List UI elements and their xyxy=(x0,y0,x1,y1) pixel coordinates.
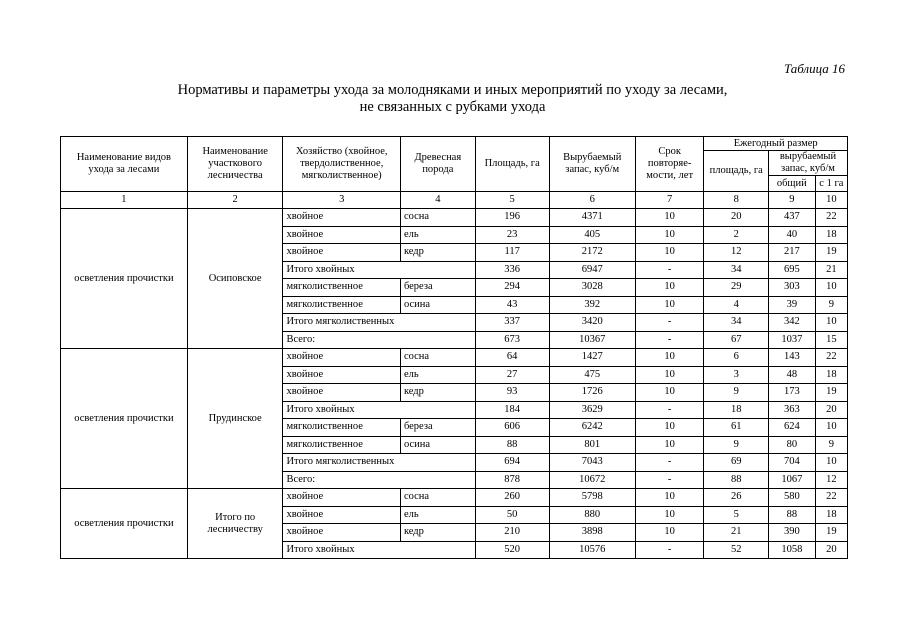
species-cell: сосна xyxy=(400,349,475,367)
farm-total-cell: Всего: xyxy=(283,471,475,489)
annual-per-ha-cell: 9 xyxy=(815,296,847,314)
period-cell: 10 xyxy=(635,209,704,227)
annual-area-cell: 20 xyxy=(704,209,768,227)
species-cell: кедр xyxy=(400,524,475,542)
stock-cell: 1726 xyxy=(549,384,635,402)
period-cell: 10 xyxy=(635,436,704,454)
annual-per-ha-cell: 10 xyxy=(815,454,847,472)
farm-cell: хвойное xyxy=(283,384,400,402)
farm-total-cell: Итого мягколиственных xyxy=(283,314,475,332)
stock-cell: 2172 xyxy=(549,244,635,262)
care-type-cell: осветления прочистки xyxy=(61,349,188,489)
period-cell: 10 xyxy=(635,384,704,402)
forestry-cell: Осиповское xyxy=(187,209,283,349)
area-cell: 23 xyxy=(475,226,549,244)
period-cell: - xyxy=(635,261,704,279)
annual-per-ha-cell: 21 xyxy=(815,261,847,279)
farm-cell: хвойное xyxy=(283,506,400,524)
annual-per-ha-cell: 19 xyxy=(815,244,847,262)
species-cell: ель xyxy=(400,226,475,244)
period-cell: 10 xyxy=(635,244,704,262)
care-type-cell: осветления прочистки xyxy=(61,489,188,559)
stock-cell: 3629 xyxy=(549,401,635,419)
table-number: Таблица 16 xyxy=(783,61,845,76)
column-number: 6 xyxy=(549,192,635,209)
care-type-cell: осветления прочистки xyxy=(61,209,188,349)
period-cell: 10 xyxy=(635,506,704,524)
annual-total-cell: 1037 xyxy=(768,331,815,349)
stock-cell: 3420 xyxy=(549,314,635,332)
annual-area-cell: 29 xyxy=(704,279,768,297)
annual-area-cell: 34 xyxy=(704,261,768,279)
species-cell: кедр xyxy=(400,244,475,262)
annual-area-cell: 52 xyxy=(704,541,768,559)
annual-total-cell: 173 xyxy=(768,384,815,402)
period-cell: 10 xyxy=(635,296,704,314)
column-numbers-row xyxy=(61,192,848,209)
header-care-type: Наименование видов ухода за лесами xyxy=(61,137,188,192)
area-cell: 184 xyxy=(475,401,549,419)
area-cell: 27 xyxy=(475,366,549,384)
area-cell: 694 xyxy=(475,454,549,472)
area-cell: 878 xyxy=(475,471,549,489)
table-row xyxy=(61,349,848,367)
column-number: 3 xyxy=(283,192,400,209)
annual-area-cell: 12 xyxy=(704,244,768,262)
farm-cell: хвойное xyxy=(283,489,400,507)
area-cell: 260 xyxy=(475,489,549,507)
species-cell: сосна xyxy=(400,209,475,227)
period-cell: - xyxy=(635,401,704,419)
header-annual-per-ha: с 1 га xyxy=(815,176,847,192)
period-cell: - xyxy=(635,314,704,332)
annual-total-cell: 624 xyxy=(768,419,815,437)
annual-area-cell: 4 xyxy=(704,296,768,314)
period-cell: 10 xyxy=(635,524,704,542)
period-cell: - xyxy=(635,331,704,349)
stock-cell: 3028 xyxy=(549,279,635,297)
annual-per-ha-cell: 10 xyxy=(815,314,847,332)
column-number: 5 xyxy=(475,192,549,209)
header-stock: Вырубаемый запас, куб/м xyxy=(549,137,635,192)
column-number: 7 xyxy=(635,192,704,209)
column-number: 2 xyxy=(187,192,283,209)
stock-cell: 1427 xyxy=(549,349,635,367)
annual-total-cell: 342 xyxy=(768,314,815,332)
period-cell: - xyxy=(635,471,704,489)
annual-per-ha-cell: 10 xyxy=(815,279,847,297)
stock-cell: 6242 xyxy=(549,419,635,437)
period-cell: 10 xyxy=(635,419,704,437)
title-line-2: не связанных с рубками ухода xyxy=(359,99,546,115)
period-cell: - xyxy=(635,454,704,472)
annual-total-cell: 48 xyxy=(768,366,815,384)
species-cell: осина xyxy=(400,296,475,314)
forest-care-table xyxy=(60,136,848,559)
stock-cell: 801 xyxy=(549,436,635,454)
header-farm: Хозяйство (хвойное, твердолиственное, мягколиственное) xyxy=(283,137,400,192)
area-cell: 117 xyxy=(475,244,549,262)
table-row xyxy=(61,489,848,507)
stock-cell: 10576 xyxy=(549,541,635,559)
annual-per-ha-cell: 20 xyxy=(815,401,847,419)
header-forestry: Наименование участкового лесничества xyxy=(187,137,283,192)
period-cell: 10 xyxy=(635,279,704,297)
farm-cell: хвойное xyxy=(283,366,400,384)
farm-cell: хвойное xyxy=(283,209,400,227)
farm-total-cell: Всего: xyxy=(283,331,475,349)
farm-total-cell: Итого мягколиственных xyxy=(283,454,475,472)
annual-per-ha-cell: 10 xyxy=(815,419,847,437)
species-cell: ель xyxy=(400,506,475,524)
stock-cell: 7043 xyxy=(549,454,635,472)
annual-total-cell: 704 xyxy=(768,454,815,472)
annual-area-cell: 5 xyxy=(704,506,768,524)
annual-total-cell: 80 xyxy=(768,436,815,454)
header-period: Срок повторяе-мости, лет xyxy=(635,137,704,192)
column-number: 1 xyxy=(61,192,188,209)
header-annual-area: площадь, га xyxy=(704,151,768,192)
period-cell: 10 xyxy=(635,349,704,367)
species-cell: береза xyxy=(400,279,475,297)
stock-cell: 405 xyxy=(549,226,635,244)
area-cell: 64 xyxy=(475,349,549,367)
annual-area-cell: 67 xyxy=(704,331,768,349)
annual-total-cell: 1058 xyxy=(768,541,815,559)
annual-area-cell: 26 xyxy=(704,489,768,507)
area-cell: 50 xyxy=(475,506,549,524)
period-cell: 10 xyxy=(635,226,704,244)
farm-total-cell: Итого хвойных xyxy=(283,261,475,279)
header-annual: Ежегодный размер xyxy=(704,137,848,151)
farm-cell: мягколиственное xyxy=(283,436,400,454)
annual-per-ha-cell: 20 xyxy=(815,541,847,559)
species-cell: кедр xyxy=(400,384,475,402)
annual-per-ha-cell: 15 xyxy=(815,331,847,349)
table-body xyxy=(61,209,848,559)
table-row xyxy=(61,209,848,227)
period-cell: - xyxy=(635,541,704,559)
area-cell: 606 xyxy=(475,419,549,437)
annual-area-cell: 18 xyxy=(704,401,768,419)
annual-total-cell: 39 xyxy=(768,296,815,314)
annual-total-cell: 363 xyxy=(768,401,815,419)
annual-area-cell: 3 xyxy=(704,366,768,384)
annual-per-ha-cell: 22 xyxy=(815,489,847,507)
farm-cell: хвойное xyxy=(283,226,400,244)
annual-per-ha-cell: 9 xyxy=(815,436,847,454)
annual-total-cell: 390 xyxy=(768,524,815,542)
stock-cell: 392 xyxy=(549,296,635,314)
column-number: 4 xyxy=(400,192,475,209)
area-cell: 210 xyxy=(475,524,549,542)
stock-cell: 4371 xyxy=(549,209,635,227)
annual-total-cell: 88 xyxy=(768,506,815,524)
document-title xyxy=(0,82,905,116)
header-annual-total: общий xyxy=(768,176,815,192)
title-line-1: Нормативы и параметры ухода за молодняками и иных мероприятий по уходу за лесами, xyxy=(177,82,728,98)
farm-total-cell: Итого хвойных xyxy=(283,401,475,419)
annual-per-ha-cell: 19 xyxy=(815,524,847,542)
header-annual-cut: вырубаемый запас, куб/м xyxy=(768,151,847,176)
area-cell: 93 xyxy=(475,384,549,402)
annual-area-cell: 21 xyxy=(704,524,768,542)
stock-cell: 475 xyxy=(549,366,635,384)
farm-cell: хвойное xyxy=(283,244,400,262)
area-cell: 337 xyxy=(475,314,549,332)
annual-total-cell: 580 xyxy=(768,489,815,507)
species-cell: сосна xyxy=(400,489,475,507)
area-cell: 336 xyxy=(475,261,549,279)
species-cell: ель xyxy=(400,366,475,384)
annual-area-cell: 6 xyxy=(704,349,768,367)
annual-per-ha-cell: 18 xyxy=(815,366,847,384)
area-cell: 520 xyxy=(475,541,549,559)
farm-cell: хвойное xyxy=(283,349,400,367)
stock-cell: 3898 xyxy=(549,524,635,542)
area-cell: 673 xyxy=(475,331,549,349)
header-species: Древесная порода xyxy=(400,137,475,192)
column-number: 9 xyxy=(768,192,815,209)
annual-total-cell: 40 xyxy=(768,226,815,244)
stock-cell: 880 xyxy=(549,506,635,524)
annual-per-ha-cell: 22 xyxy=(815,209,847,227)
annual-per-ha-cell: 22 xyxy=(815,349,847,367)
annual-area-cell: 34 xyxy=(704,314,768,332)
annual-area-cell: 9 xyxy=(704,436,768,454)
area-cell: 294 xyxy=(475,279,549,297)
annual-total-cell: 143 xyxy=(768,349,815,367)
annual-total-cell: 303 xyxy=(768,279,815,297)
annual-total-cell: 437 xyxy=(768,209,815,227)
farm-cell: мягколиственное xyxy=(283,296,400,314)
species-cell: береза xyxy=(400,419,475,437)
forestry-cell: Прудинское xyxy=(187,349,283,489)
annual-area-cell: 69 xyxy=(704,454,768,472)
stock-cell: 10672 xyxy=(549,471,635,489)
annual-area-cell: 88 xyxy=(704,471,768,489)
annual-total-cell: 695 xyxy=(768,261,815,279)
area-cell: 88 xyxy=(475,436,549,454)
farm-cell: мягколиственное xyxy=(283,419,400,437)
period-cell: 10 xyxy=(635,366,704,384)
annual-area-cell: 61 xyxy=(704,419,768,437)
species-cell: осина xyxy=(400,436,475,454)
annual-per-ha-cell: 18 xyxy=(815,226,847,244)
period-cell: 10 xyxy=(635,489,704,507)
annual-total-cell: 217 xyxy=(768,244,815,262)
annual-total-cell: 1067 xyxy=(768,471,815,489)
area-cell: 43 xyxy=(475,296,549,314)
column-number: 10 xyxy=(815,192,847,209)
annual-per-ha-cell: 18 xyxy=(815,506,847,524)
annual-area-cell: 2 xyxy=(704,226,768,244)
stock-cell: 6947 xyxy=(549,261,635,279)
header-area: Площадь, га xyxy=(475,137,549,192)
annual-per-ha-cell: 19 xyxy=(815,384,847,402)
annual-area-cell: 9 xyxy=(704,384,768,402)
column-number: 8 xyxy=(704,192,768,209)
farm-total-cell: Итого хвойных xyxy=(283,541,475,559)
forestry-cell: Итого по лесничеству xyxy=(187,489,283,559)
area-cell: 196 xyxy=(475,209,549,227)
stock-cell: 5798 xyxy=(549,489,635,507)
farm-cell: мягколиственное xyxy=(283,279,400,297)
annual-per-ha-cell: 12 xyxy=(815,471,847,489)
farm-cell: хвойное xyxy=(283,524,400,542)
stock-cell: 10367 xyxy=(549,331,635,349)
